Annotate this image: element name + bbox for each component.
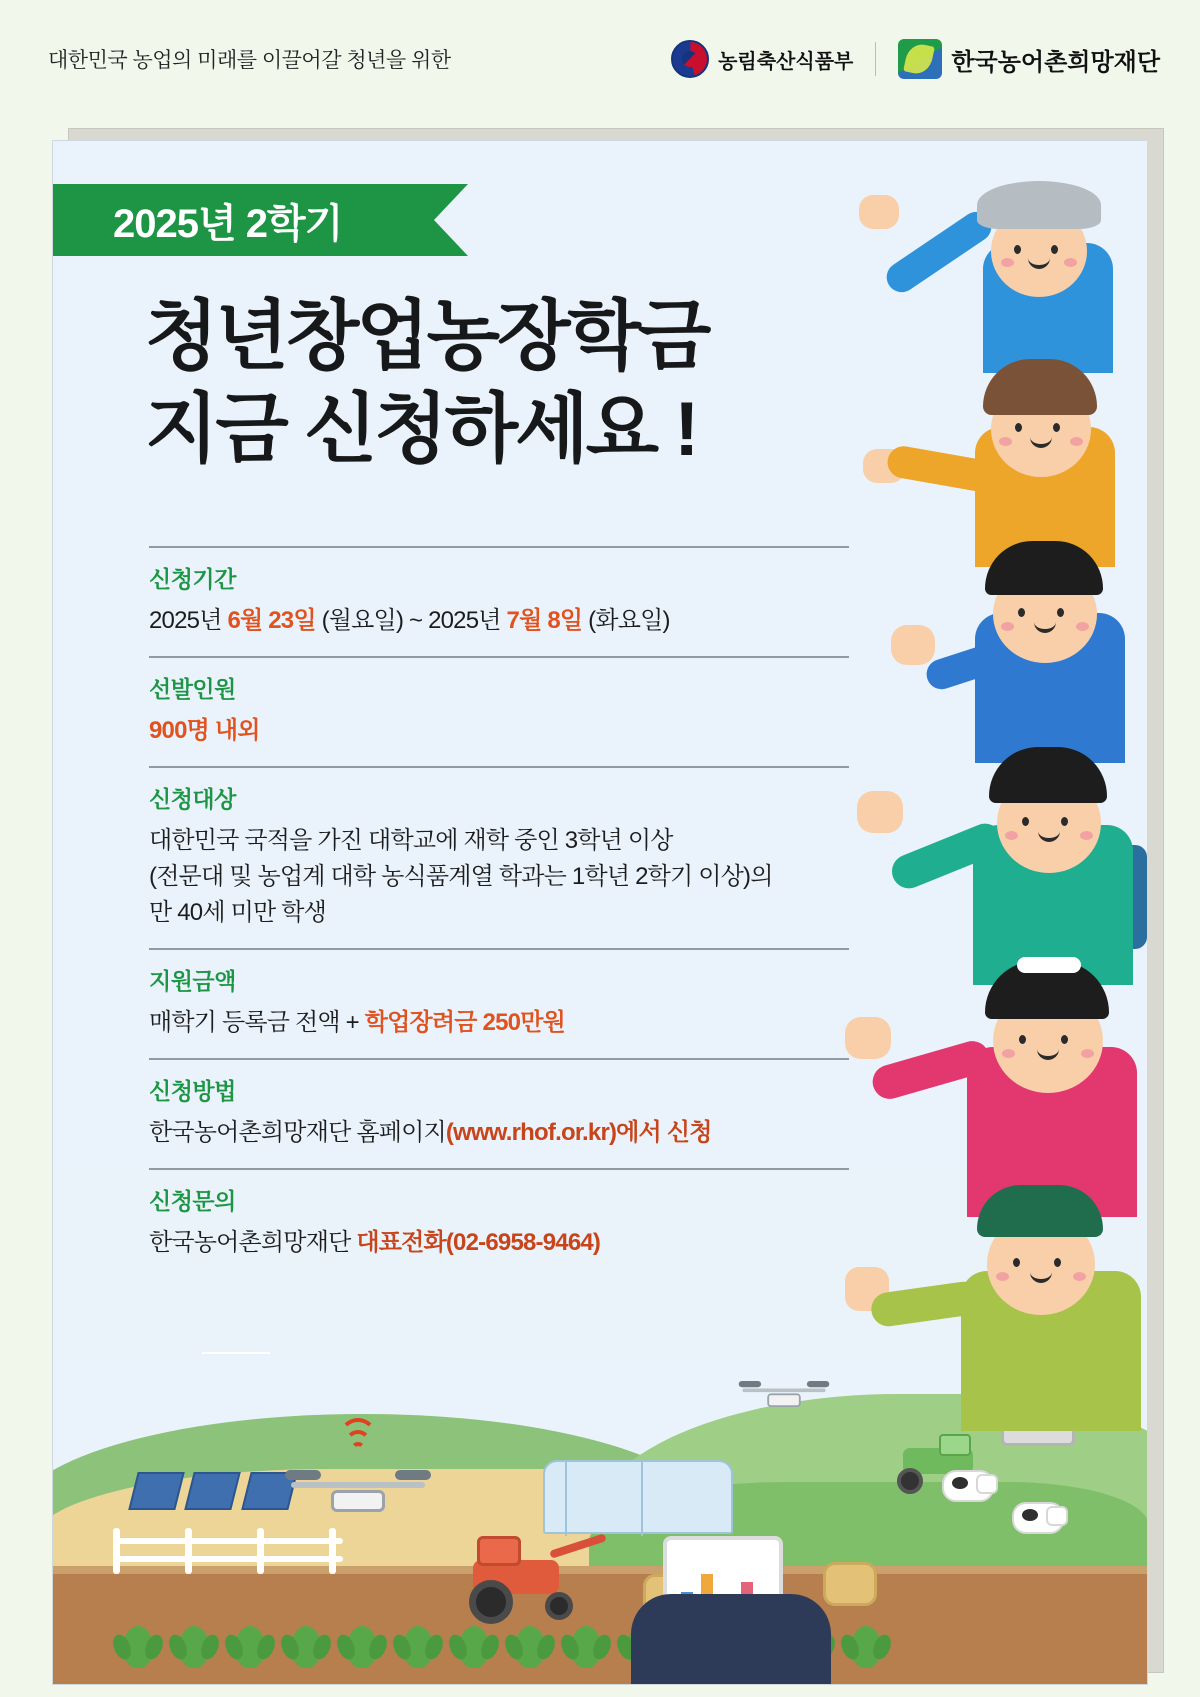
period-middle: (월요일) ~ 2025년: [315, 607, 507, 634]
info-value-quota: 900명 내외: [149, 717, 260, 744]
info-label-amount: 지원금액: [149, 968, 236, 994]
page-title: [145, 291, 865, 476]
students-illustration: [847, 161, 1147, 1391]
person-heart-gesture-icon: [881, 521, 1141, 751]
fence-icon: [113, 1528, 343, 1574]
foundation-logo-label: 한국농어촌희망재단: [951, 48, 1160, 76]
info-value-period: [149, 603, 849, 639]
gov-logo-label: 농림축산식품부: [718, 50, 854, 73]
method-url[interactable]: (www.rhof.or.kr)에서 신청: [445, 1119, 712, 1146]
header-tagline: 대한민국 농업의 미래를 이끌어갈 청년을 위한: [48, 49, 451, 72]
info-value-method: [149, 1115, 849, 1151]
info-label-quota: 선발인원: [149, 676, 236, 702]
crop-icon: [179, 1626, 209, 1668]
eligibility-line-1: 대한민국 국적을 가진 대학교에 재학 중인 3학년 이상: [149, 827, 673, 854]
semester-ribbon: 2025년 2학기: [53, 184, 468, 256]
logo-divider: [875, 42, 876, 76]
hands-holding-tablet-icon: [631, 1594, 831, 1684]
info-row-eligibility: [149, 766, 849, 931]
crop-icon: [347, 1626, 377, 1668]
headline-line-2: 지금 신청하세요 !: [145, 386, 697, 472]
crop-icon: [571, 1626, 601, 1668]
info-row-amount: [149, 948, 849, 1041]
info-value-eligibility: [149, 823, 849, 931]
crop-icon: [235, 1626, 265, 1668]
person-thumbs-up-icon: [857, 1161, 1147, 1411]
contact-prefix: 한국농어촌희망재단: [149, 1229, 357, 1256]
crop-icon: [403, 1626, 433, 1668]
solar-panel-unit: [128, 1472, 185, 1510]
info-row-contact: [149, 1168, 849, 1261]
poster: [52, 140, 1148, 1685]
amount-prefix: 매학기 등록금 전액 +: [149, 1009, 365, 1036]
drone-icon: [738, 1377, 831, 1420]
info-row-quota: [149, 656, 849, 749]
wifi-signal-icon: [768, 1354, 800, 1359]
info-label-period: 신청기간: [149, 566, 236, 592]
info-label-method: 신청방법: [149, 1078, 236, 1104]
crop-icon: [459, 1626, 489, 1668]
headline-line-1: 청년창업농장학금: [145, 294, 709, 379]
info-list: [149, 546, 849, 1278]
info-value-contact: [149, 1225, 849, 1261]
crop-icon: [123, 1626, 153, 1668]
red-tractor-icon: [463, 1534, 613, 1624]
foundation-logo-group: [898, 39, 1160, 79]
eligibility-line-2: (전문대 및 농업계 대학 농식품계열 학과는 1학년 2학기 이상)의: [149, 863, 773, 890]
person-cheering-icon: [867, 931, 1147, 1191]
greenhouse-icon: [543, 1460, 733, 1534]
drone-icon: [283, 1464, 433, 1534]
info-label-eligibility: 신청대상: [149, 786, 236, 812]
page-header: [0, 0, 1200, 118]
wifi-signal-icon: [338, 1430, 378, 1456]
contact-phone: 대표전화(02-6958-9464): [356, 1229, 601, 1256]
period-start-date: 6월 23일: [227, 607, 316, 634]
period-prefix: 2025년: [149, 607, 228, 634]
amount-highlight: 학업장려금 250만원: [364, 1009, 565, 1036]
cow-icon: [942, 1470, 994, 1502]
government-emblem-icon: [671, 40, 709, 78]
gov-logo-group: [671, 40, 853, 78]
info-row-period: [149, 546, 849, 639]
solar-panel-unit: [185, 1472, 242, 1510]
hay-bale-icon: [823, 1562, 877, 1606]
period-end-date: 7월 8일: [506, 607, 583, 634]
header-logos: [671, 39, 1160, 79]
crop-icon: [851, 1626, 881, 1668]
info-row-method: [149, 1058, 849, 1151]
eligibility-line-3: 만 40세 미만 학생: [149, 899, 327, 926]
solar-panel-icon: [133, 1472, 293, 1524]
info-value-amount: [149, 1005, 849, 1041]
method-prefix: 한국농어촌희망재단 홈페이지: [149, 1119, 446, 1146]
crop-icon: [291, 1626, 321, 1668]
rhof-logo-icon: [898, 39, 942, 79]
info-label-contact: 신청문의: [149, 1188, 236, 1214]
crop-icon: [515, 1626, 545, 1668]
cow-icon: [1012, 1502, 1064, 1534]
period-suffix: (화요일): [582, 607, 670, 634]
